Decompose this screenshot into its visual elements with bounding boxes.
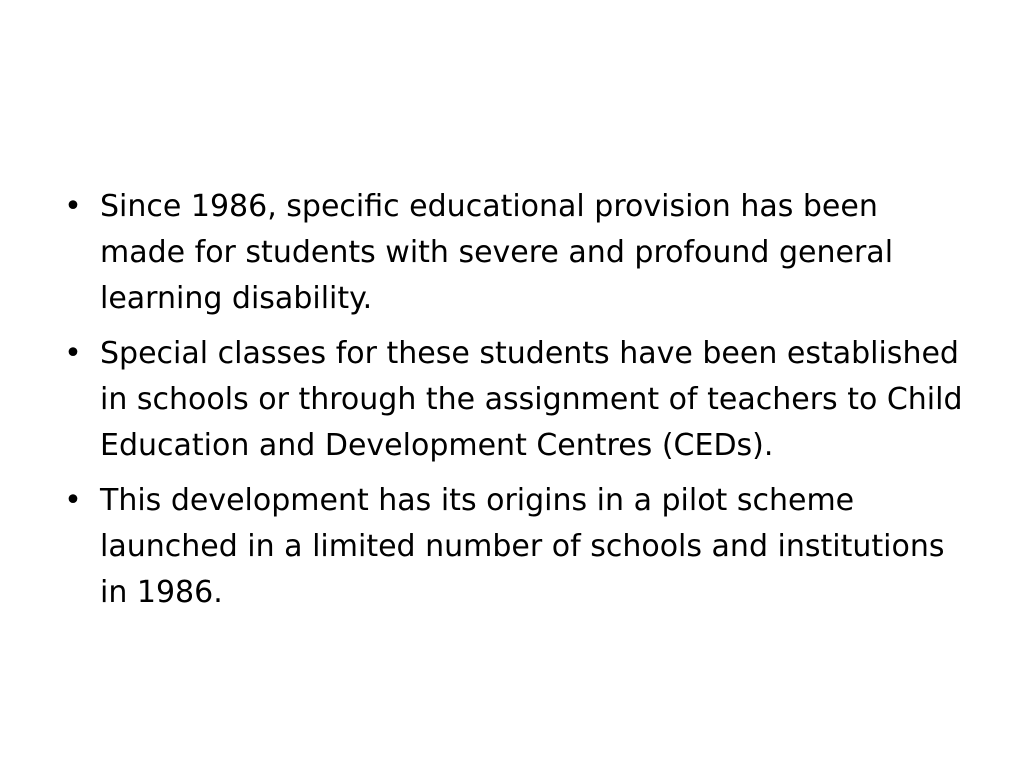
- bullet-icon: •: [64, 483, 82, 518]
- bullet-text: This development has its origins in a pilot scheme launched in a limited number of schools and institutions in 1986.: [100, 483, 945, 610]
- bullet-list: [57, 184, 972, 625]
- bullet-item: [57, 184, 972, 322]
- bullet-icon: •: [64, 189, 82, 224]
- bullet-icon: •: [64, 336, 82, 371]
- bullet-item: [57, 331, 972, 469]
- bullet-item: [57, 478, 972, 616]
- bullet-text: Special classes for these students have been established in schools or through the assignment of teachers to Child Education and Development Centres (CEDs).: [100, 336, 963, 463]
- bullet-text: Since 1986, specific educational provision has been made for students with severe and profound general learning disability.: [100, 189, 894, 316]
